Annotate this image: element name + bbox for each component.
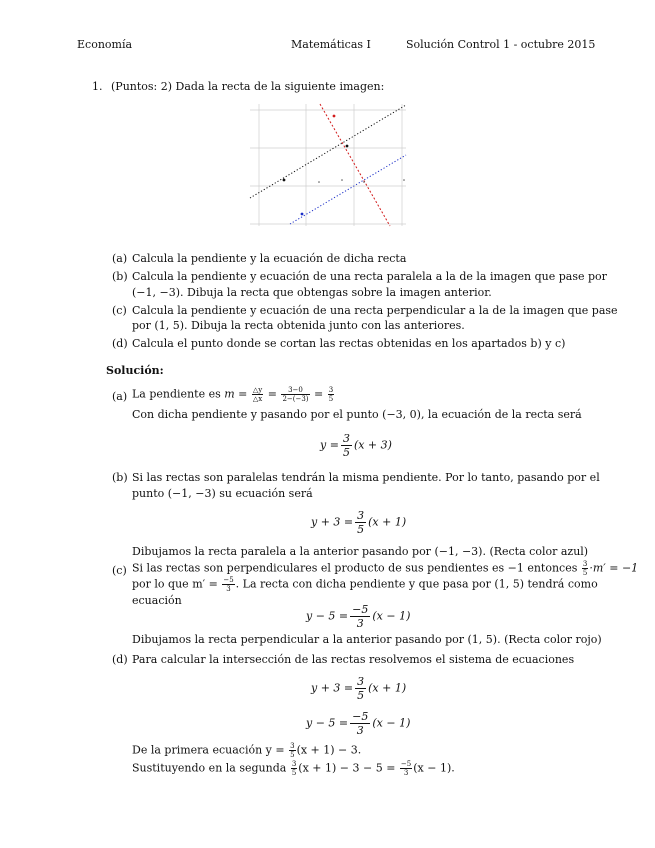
text: Sustituyendo en la segunda bbox=[132, 761, 290, 775]
numerator: 3 bbox=[328, 386, 334, 394]
problem-statement: (Puntos: 2) Dada la recta de la siguiente imagen: bbox=[111, 80, 385, 93]
math: (x + 1) bbox=[368, 515, 407, 529]
fraction bbox=[355, 509, 366, 536]
solution-d-equation2 bbox=[306, 710, 410, 737]
math: (x + 1) − 3. bbox=[296, 743, 362, 757]
numerator: 3−0 bbox=[281, 386, 309, 395]
denominator: △x bbox=[252, 395, 263, 403]
problem-number: 1. bbox=[92, 80, 103, 93]
math: y = bbox=[320, 438, 339, 452]
solution-c-equation bbox=[306, 603, 410, 630]
point-marker bbox=[333, 115, 336, 118]
item-b-label: (b) bbox=[112, 270, 128, 283]
math: m = bbox=[224, 387, 251, 401]
header-subject: Matemáticas I bbox=[291, 38, 371, 51]
solution-b-note: Dibujamos la recta paralela a la anterior pasando por (−1, −3). (Recta color azul) bbox=[132, 545, 589, 558]
header-exam: Solución Control 1 - octubre 2015 bbox=[406, 38, 596, 51]
math: (x − 1). bbox=[413, 761, 455, 775]
denominator: 3 bbox=[356, 724, 364, 737]
item-d-text: Calcula el punto donde se cortan las rectas obtenidas en los apartados b) y c) bbox=[132, 337, 566, 350]
solution-b-equation bbox=[311, 509, 406, 536]
math: y + 3 = bbox=[311, 681, 354, 695]
solution-d-line2 bbox=[132, 742, 361, 759]
denominator: 5 bbox=[328, 395, 334, 403]
point-marker bbox=[341, 179, 343, 181]
fraction bbox=[289, 742, 295, 759]
line-graph-figure bbox=[244, 100, 412, 232]
numerator: −5 bbox=[223, 576, 234, 584]
solution-c-line1 bbox=[132, 560, 638, 577]
text: . La recta con dicha pendiente y que pasa por (1, 5) tendrá como bbox=[235, 577, 598, 591]
numerator: 3 bbox=[357, 675, 365, 688]
fraction bbox=[350, 710, 370, 737]
denominator: 3 bbox=[356, 617, 364, 630]
solution-b-label: (b) bbox=[112, 471, 128, 484]
fraction bbox=[355, 675, 366, 702]
fraction bbox=[400, 760, 412, 777]
item-a-label: (a) bbox=[112, 252, 128, 265]
item-c-text-line1: Calcula la pendiente y ecuación de una recta perpendicular a la de la imagen que pase bbox=[132, 304, 618, 317]
fraction bbox=[341, 432, 352, 459]
solution-a-equation bbox=[320, 432, 392, 459]
item-a-text: Calcula la pendiente y la ecuación de dicha recta bbox=[132, 252, 407, 265]
point-marker bbox=[346, 145, 349, 148]
point-marker bbox=[283, 179, 286, 182]
header-course: Economía bbox=[77, 38, 133, 51]
denominator: 5 bbox=[357, 689, 365, 702]
denominator: 5 bbox=[582, 569, 588, 577]
perpendicular-line-red bbox=[320, 104, 390, 226]
numerator: △y bbox=[252, 386, 263, 394]
item-d-label: (d) bbox=[112, 337, 128, 350]
grid bbox=[250, 104, 406, 226]
math: ·m′ = −1 bbox=[589, 561, 639, 575]
denominator: 5 bbox=[291, 769, 297, 777]
numerator: −5 bbox=[352, 603, 369, 616]
numerator: −5 bbox=[400, 760, 412, 768]
fraction bbox=[222, 576, 234, 593]
math: y + 3 = bbox=[311, 515, 354, 529]
fraction bbox=[291, 760, 297, 777]
solution-b-line2: punto (−1, −3) su ecuación será bbox=[132, 487, 313, 500]
parallel-line-blue bbox=[290, 155, 406, 224]
item-b-text-line2: (−1, −3). Dibuja la recta que obtengas sobre la imagen anterior. bbox=[132, 286, 492, 299]
numerator: −5 bbox=[352, 710, 369, 723]
math: y − 5 = bbox=[306, 609, 349, 623]
solution-c-label: (c) bbox=[112, 564, 127, 577]
solution-a-line2: Con dicha pendiente y pasando por el punto (−3, 0), la ecuación de la recta será bbox=[132, 408, 582, 421]
item-b-text-line1: Calcula la pendiente y ecuación de una recta paralela a la de la imagen que pase por bbox=[132, 270, 607, 283]
item-c-label: (c) bbox=[112, 304, 127, 317]
fraction bbox=[350, 603, 370, 630]
fraction bbox=[252, 386, 263, 403]
solution-title: Solución: bbox=[106, 364, 164, 377]
numerator: 3 bbox=[342, 432, 350, 445]
denominator: 2−(−3) bbox=[282, 395, 309, 403]
text: De la primera ecuación y = bbox=[132, 743, 289, 757]
solution-d-line1: Para calcular la intersección de las rectas resolvemos el sistema de ecuaciones bbox=[132, 653, 575, 666]
denominator: 5 bbox=[342, 446, 350, 459]
point-marker bbox=[363, 181, 365, 183]
math: (x + 1) bbox=[368, 681, 407, 695]
fraction bbox=[328, 386, 334, 403]
solution-c-note: Dibujamos la recta perpendicular a la anterior pasando por (1, 5). (Recta color rojo) bbox=[132, 633, 602, 646]
denominator: 3 bbox=[226, 585, 231, 593]
numerator: 3 bbox=[582, 560, 588, 568]
math: y − 5 = bbox=[306, 716, 349, 730]
solution-a-label: (a) bbox=[112, 390, 128, 403]
point-marker bbox=[301, 213, 304, 216]
text: por lo que m′ = bbox=[132, 577, 222, 591]
solution-c-line2 bbox=[132, 576, 598, 593]
math: (x − 1) bbox=[372, 609, 411, 623]
math: (x − 1) bbox=[372, 716, 411, 730]
math: (x + 1) − 3 − 5 = bbox=[298, 761, 399, 775]
numerator: 3 bbox=[357, 509, 365, 522]
point-marker bbox=[403, 179, 405, 181]
text: La pendiente es bbox=[132, 387, 225, 401]
solution-a-line1: La pendiente es m = $\frac{\triangle y}{\triangle x}$ = $\frac{3-0}{2-(-3)}$ = $\frac{3}{5}$ bbox=[132, 386, 334, 403]
solution-b-line1: Si las rectas son paralelas tendrán la misma pendiente. Por lo tanto, pasando por el bbox=[132, 471, 600, 484]
point-marker bbox=[318, 181, 320, 183]
numerator: 3 bbox=[291, 760, 297, 768]
denominator: 5 bbox=[357, 523, 365, 536]
text: Si las rectas son perpendiculares el producto de sus pendientes es −1 entonces bbox=[132, 561, 581, 575]
fraction bbox=[281, 386, 309, 403]
solution-d-line3 bbox=[132, 760, 455, 777]
solution-c-line3: ecuación bbox=[132, 594, 182, 607]
solution-d-label: (d) bbox=[112, 653, 128, 666]
original-line bbox=[250, 105, 406, 198]
math: (x + 3) bbox=[353, 438, 392, 452]
fraction bbox=[582, 560, 588, 577]
solution-d-equation1 bbox=[311, 675, 406, 702]
item-c-text-line2: por (1, 5). Dibuja la recta obtenida junto con las anteriores. bbox=[132, 319, 465, 332]
denominator: 3 bbox=[403, 769, 409, 777]
denominator: 5 bbox=[290, 751, 295, 759]
numerator: 3 bbox=[290, 742, 295, 750]
